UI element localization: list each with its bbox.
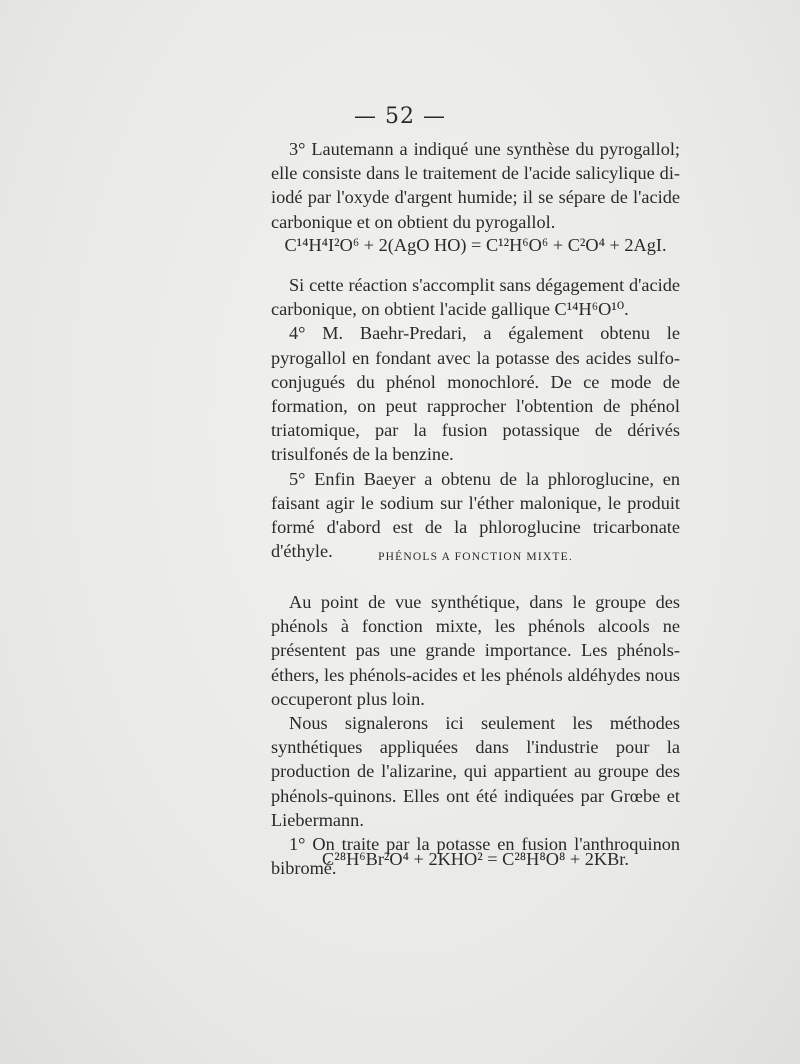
formula-pyrogallol-synthesis: C¹⁴H⁴I²O⁶ + 2(AgO HO) = C¹²H⁶O⁶ + C²O⁴ + 2AgI. xyxy=(284,235,667,255)
paragraph: 4° M. Baehr-Predari, a également obtenu le pyrogallol en fondant avec la potasse des acides sulfo-conjugués du phénol monochloré. De ce mode de formation, on peut rapprocher l'obtention de phénol triatomique, par la fusion potassique de dérivés trisulfonés de la benzine. xyxy=(271,323,680,465)
paragraph: Au point de vue synthétique, dans le groupe des phénols à fonction mixte, les phénols alcools ne présentent pas une grande importance. Les phénols-éthers, les phénols-acides et les phénols aldéhydes nous occuperont plus loin. xyxy=(271,592,680,709)
paragraph: Si cette réaction s'accomplit sans dégagement d'acide carbonique, on obtient l'acide gallique C¹⁴H⁶O¹⁰. xyxy=(271,275,680,320)
paragraph: Nous signalerons ici seulement les méthodes synthétiques appliquées dans l'industrie pour la production de l'alizarine, qui appartient au groupe des phénols-quinons. Elles ont été indiquées par Grœbe et Liebermann. xyxy=(271,713,680,830)
section-heading: PHÉNOLS A FONCTION MIXTE. xyxy=(378,551,573,563)
paragraph: 3° Lautemann a indiqué une synthèse du pyrogallol; elle consiste dans le traitement de l'acide salicylique di-iodé par l'oxyde d'argent humide; il se sépare de l'acide carbonique et on obtient du pyrogallol. xyxy=(271,139,680,232)
text-block-synthesis-methods xyxy=(271,273,680,563)
text-block-lautemann xyxy=(271,137,680,234)
text-block-mixed-phenols xyxy=(271,590,680,880)
paragraph: 1° On traite par la potasse en fusion l'anthroquinon bibromé. xyxy=(271,834,680,879)
page-number: — 52 — xyxy=(354,104,446,129)
paragraph: 5° Enfin Baeyer a obtenu de la phloroglucine, en faisant agir le sodium sur l'éther malonique, le produit formé d'abord est de la phloroglucine tricarbonate d'éthyle. xyxy=(271,468,680,562)
formula-alizarin: C²⁸H⁶Br²O⁴ + 2KHO² = C²⁸H⁸O⁸ + 2KBr. xyxy=(322,849,629,869)
